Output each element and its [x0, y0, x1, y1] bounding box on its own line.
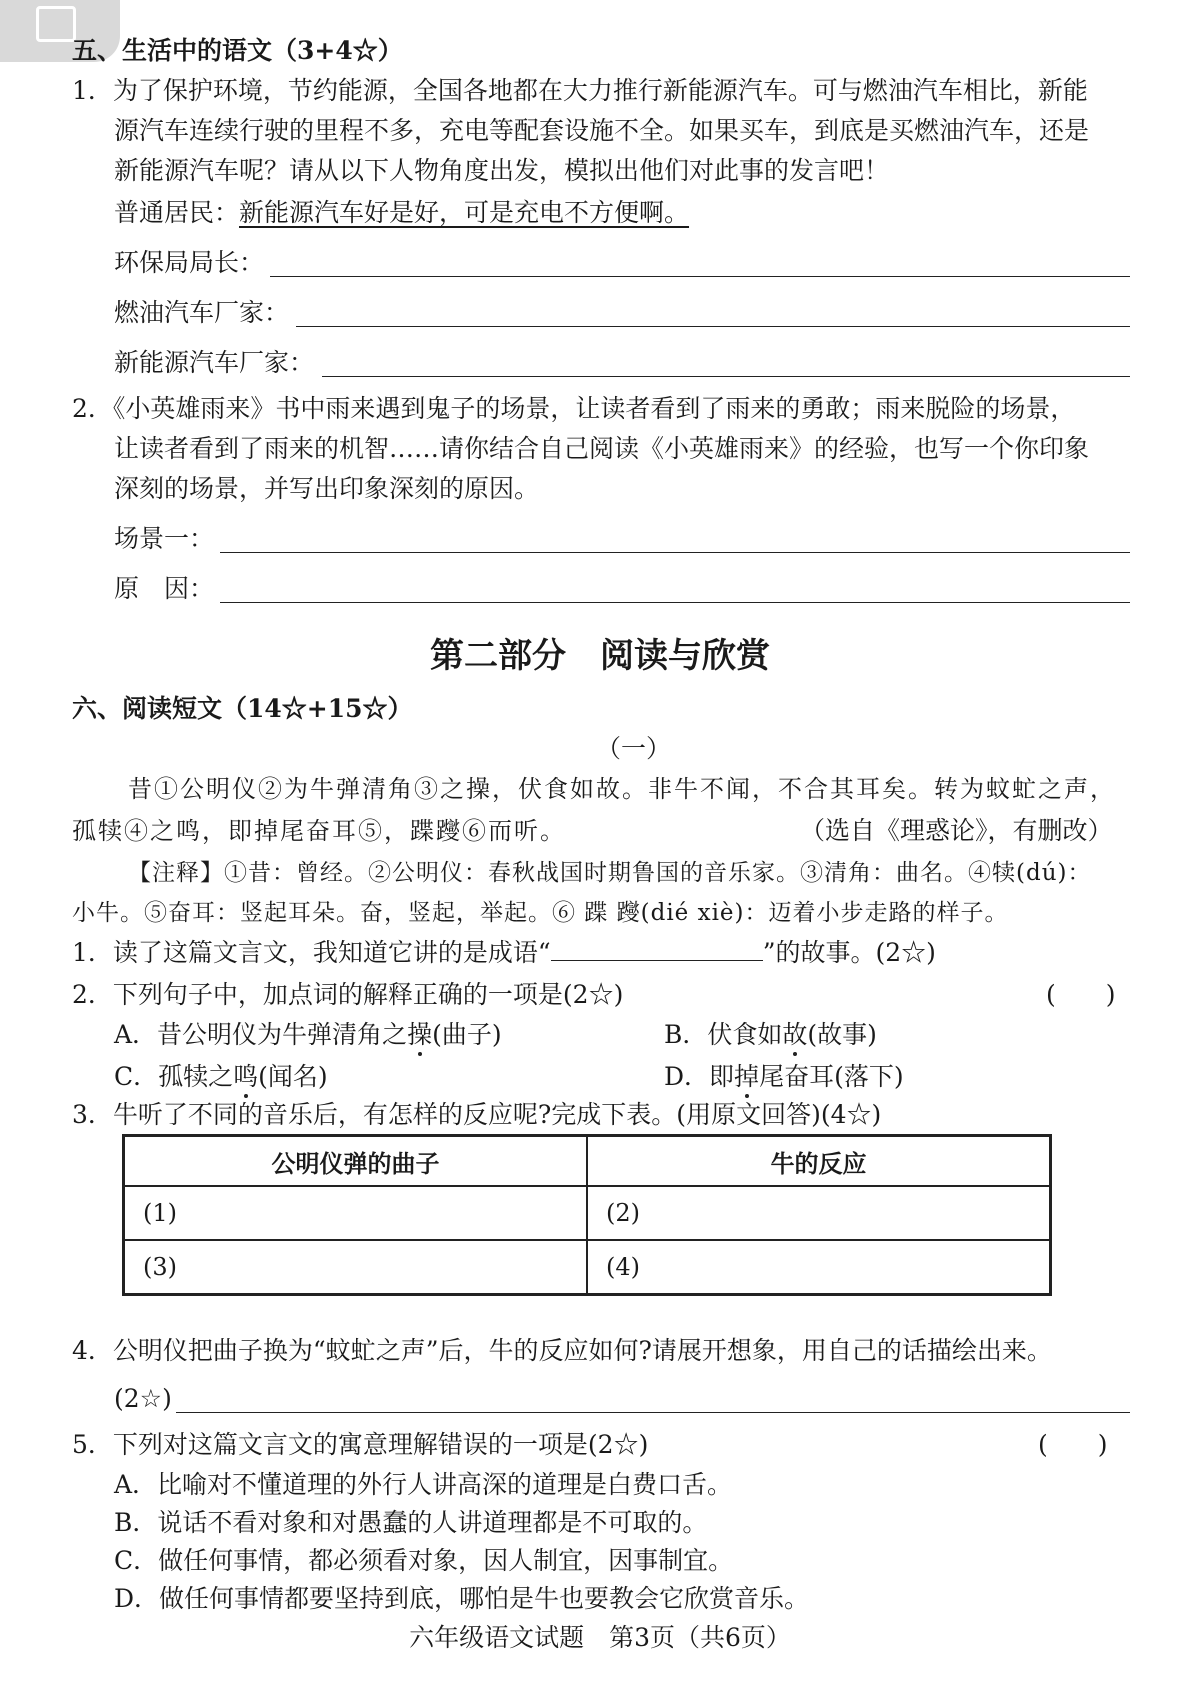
passage-line2: 孤犊④之鸣，即掉尾奋耳⑤，蹀躞⑥而听。: [72, 817, 566, 845]
table-header-reaction: 牛的反应: [587, 1136, 1051, 1187]
answer-table: [122, 1134, 1052, 1296]
table-row: [124, 1186, 1051, 1240]
answer-line-reason[interactable]: [220, 601, 1130, 603]
answer-line-epa[interactable]: [270, 275, 1130, 277]
option-a-gloss: (曲子): [432, 1020, 502, 1049]
page-footer: 六年级语文试题 第3页（共6页）: [409, 1623, 791, 1652]
s6-q1: [72, 936, 936, 970]
q2-line3: 深刻的场景，并写出印象深刻的原因。: [114, 474, 540, 503]
s6-q3: 3．牛听了不同的音乐后，有怎样的反应呢?完成下表。(用原文回答)(4☆): [72, 1100, 882, 1129]
answer-line-q4[interactable]: [176, 1411, 1130, 1413]
q1-line3: 新能源汽车呢？请从以下人物角度出发，模拟出他们对此事的发言吧！: [114, 156, 890, 185]
option-a-dotted-word: 操: [407, 1020, 433, 1049]
passage-source: （选自《理惑论》，有删改）: [800, 816, 1113, 845]
role-label-ev-maker: 新能源汽车厂家：: [114, 348, 315, 377]
table-cell-2[interactable]: (2): [587, 1186, 1051, 1240]
option-d-dotted-word: 掉: [734, 1062, 760, 1091]
s6-q1-suffix: ”的故事。(2☆): [762, 938, 936, 967]
resident-label: 普通居民：: [114, 198, 240, 227]
option-c-text: C．孤犊之: [114, 1062, 234, 1091]
table-cell-3[interactable]: (3): [124, 1240, 588, 1295]
answer-line-scene[interactable]: [220, 551, 1130, 553]
s6-q5-option-b[interactable]: B．说话不看对象和对愚蠢的人讲道理都是不可取的。: [114, 1508, 708, 1537]
option-d-text: D．即: [664, 1062, 735, 1091]
q1-line1: 1．为了保护环境，节约能源，全国各地都在大力推行新能源汽车。可与燃油汽车相比，新能: [72, 76, 1088, 105]
answer-line-fuel-maker[interactable]: [296, 325, 1130, 327]
table-header-tune: 公明仪弹的曲子: [124, 1136, 588, 1187]
notes-line2: 小牛。⑤奋耳：竖起耳朵。奋，竖起，举起。⑥ 蹀 躞(dié xiè)：迈着小步走路的样子。: [72, 900, 1009, 926]
s6-q4-score: (2☆): [114, 1384, 172, 1413]
q2-line2: 让读者看到了雨来的机智……请你结合自己阅读《小英雄雨来》的经验，也写一个你印象: [114, 434, 1090, 463]
resident-row: [114, 196, 689, 230]
s6-q1-prefix: 1．读了这篇文言文，我知道它讲的是成语“: [72, 938, 551, 967]
table-row: [124, 1240, 1051, 1295]
reason-label: 原 因：: [114, 574, 215, 603]
option-c-dotted-word: 鸣: [233, 1062, 259, 1091]
s6-q5-option-d[interactable]: D．做任何事情都要坚持到底，哪怕是牛也要教会它欣赏音乐。: [114, 1584, 810, 1613]
q1-line2: 源汽车连续行驶的里程不多，充电等配套设施不全。如果买车，到底是买燃油汽车，还是: [114, 116, 1090, 145]
option-b-text: B．伏食如: [664, 1020, 783, 1049]
option-b-dotted-word: 故: [782, 1020, 808, 1049]
part2-heading: 第二部分 阅读与欣赏: [430, 636, 770, 676]
table-cell-1[interactable]: (1): [124, 1186, 588, 1240]
passage-subtitle: （一）: [596, 734, 672, 763]
s6-q5-option-c[interactable]: C．做任何事情，都必须看对象，因人制宜，因事制宜。: [114, 1546, 734, 1575]
answer-line-ev-maker[interactable]: [322, 375, 1130, 377]
s6-q4: 4．公明仪把曲子换为“蚊虻之声”后，牛的反应如何?请展开想象，用自己的话描绘出来。: [72, 1336, 1052, 1365]
s6-q2-option-b[interactable]: [664, 1018, 877, 1052]
s6-q2-option-d[interactable]: [664, 1060, 904, 1094]
notes-line1: 【注释】①昔：曾经。②公明仪：春秋战国时期鲁国的音乐家。③清角：曲名。④犊(dú)：: [128, 860, 1092, 886]
idiom-answer-blank[interactable]: [551, 936, 763, 961]
s6-q2-option-a[interactable]: [114, 1018, 502, 1052]
s6-q5-option-a[interactable]: A．比喻对不懂道理的外行人讲高深的道理是白费口舌。: [114, 1470, 733, 1499]
option-c-gloss: (闻名): [258, 1062, 328, 1091]
section6-title: 六、阅读短文（14☆+15☆）: [72, 694, 413, 723]
option-b-gloss: (故事): [807, 1020, 877, 1049]
s6-q2-option-c[interactable]: [114, 1060, 328, 1094]
passage-line1: 昔①公明仪②为牛弹清角③之操，伏食如故。非牛不闻，不合其耳矣。转为蚊虻之声，: [128, 775, 1116, 803]
role-label-fuel-maker: 燃油汽车厂家：: [114, 298, 290, 327]
section5-title: 五、生活中的语文（3+4☆）: [72, 36, 403, 65]
table-cell-4[interactable]: (4): [587, 1240, 1051, 1295]
resident-answer: 新能源汽车好是好，可是充电不方便啊。: [239, 198, 690, 227]
option-a-text: A．昔公明仪为牛弹清角之: [114, 1020, 408, 1049]
role-label-epa: 环保局局长：: [114, 248, 265, 277]
s6-q5: 5．下列对这篇文言文的寓意理解错误的一项是(2☆): [72, 1430, 649, 1459]
scene-label: 场景一：: [114, 524, 215, 553]
option-d-gloss: 尾奋耳(落下): [759, 1062, 904, 1091]
q2-line1: 2．《小英雄雨来》书中雨来遇到鬼子的场景，让读者看到了雨来的勇敢；雨来脱险的场景，: [72, 394, 1076, 423]
s6-q2-answer-paren[interactable]: ( ): [1046, 980, 1116, 1009]
s6-q5-answer-paren[interactable]: ( ): [1038, 1430, 1108, 1459]
table-header-row: [124, 1136, 1051, 1187]
s6-q2: 2．下列句子中，加点词的解释正确的一项是(2☆): [72, 980, 624, 1009]
